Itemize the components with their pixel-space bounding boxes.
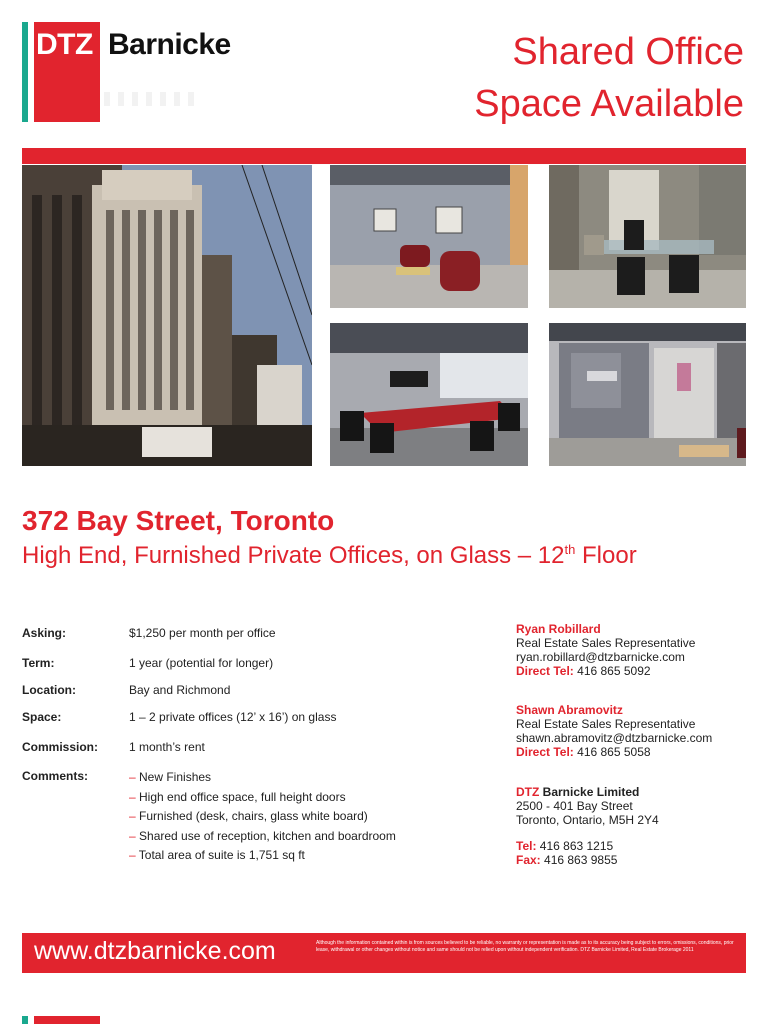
- company-fax: Fax: 416 863 9855: [516, 853, 618, 867]
- contact-phone: Direct Tel: 416 865 5058: [516, 745, 651, 759]
- logo-barnicke-text: Barnicke: [108, 28, 231, 61]
- company-address-1: 2500 - 401 Bay Street: [516, 799, 633, 813]
- location-value: Bay and Richmond: [129, 683, 231, 697]
- building-exterior-photo: [22, 165, 312, 466]
- contact-shawn: [516, 703, 712, 759]
- commission-label: Commission:: [22, 740, 99, 754]
- asking-label: Asking:: [22, 626, 67, 640]
- contact-phone: Direct Tel: 416 865 5092: [516, 664, 651, 678]
- private-office-desk-photo: [549, 165, 746, 308]
- property-address: 372 Bay Street, Toronto: [22, 505, 335, 536]
- comments-list: [129, 768, 396, 866]
- property-subtitle: [22, 542, 637, 570]
- space-value: 1 – 2 private offices (12’ x 16’) on glass: [129, 710, 337, 724]
- logo-dtz-text: DTZ: [36, 28, 93, 61]
- commission-value: 1 month’s rent: [129, 740, 205, 754]
- next-page-logo-bar: [22, 1016, 28, 1024]
- website-link[interactable]: www.dtzbarnicke.com: [34, 937, 276, 965]
- company-tel: Tel: 416 863 1215: [516, 839, 614, 853]
- contact-email[interactable]: shawn.abramovitz@dtzbarnicke.com: [516, 731, 713, 745]
- list-item: – Shared use of reception, kitchen and boardroom: [129, 828, 396, 843]
- page-headline: [474, 26, 744, 130]
- boardroom-photo: [330, 323, 528, 466]
- space-label: Space:: [22, 710, 62, 724]
- subtitle-ordinal: th: [564, 542, 576, 557]
- next-page-logo-block: [34, 1016, 100, 1024]
- term-label: Term:: [22, 656, 55, 670]
- contact-name: Shawn Abramovitz: [516, 703, 623, 717]
- contact-title: Real Estate Sales Representative: [516, 717, 696, 731]
- contact-title: Real Estate Sales Representative: [516, 636, 696, 650]
- top-red-strip: [22, 148, 746, 164]
- term-value: 1 year (potential for longer): [129, 656, 274, 670]
- subtitle-suffix: Floor: [575, 542, 637, 569]
- company-name: DTZ Barnicke Limited: [516, 785, 640, 799]
- contact-ryan: [516, 622, 695, 678]
- reception-photo: [549, 323, 746, 466]
- list-item: – High end office space, full height doors: [129, 789, 346, 804]
- company-address-2: Toronto, Ontario, M5H 2Y4: [516, 813, 659, 827]
- list-item: – Furnished (desk, chairs, glass white board): [129, 809, 368, 823]
- company-phones: [516, 839, 617, 867]
- logo-accent-bar: [22, 22, 28, 122]
- comments-label: Comments:: [22, 769, 89, 783]
- logo-reflection: [104, 92, 194, 106]
- disclaimer-text: Although the information contained within is from sources believed to be reliable, no warranty or representation is made as to its accuracy being subject to errors, omissions, conditions, prior lease, withdrawal or other changes without notice and same should not be relied upon without independent verification. DTZ Barnicke Limited, Real Estate Brokerage 2011: [316, 940, 734, 953]
- list-item: – New Finishes: [129, 770, 212, 784]
- contact-email[interactable]: ryan.robillard@dtzbarnicke.com: [516, 650, 685, 664]
- location-label: Location:: [22, 683, 76, 697]
- lounge-office-photo: [330, 165, 528, 308]
- subtitle-text: High End, Furnished Private Offices, on Glass – 12: [22, 542, 565, 569]
- contact-name: Ryan Robillard: [516, 622, 601, 636]
- asking-value: $1,250 per month per office: [129, 626, 276, 640]
- headline-line-1: Shared Office: [512, 31, 744, 73]
- headline-line-2: Space Available: [474, 83, 744, 125]
- company-info: [516, 785, 659, 827]
- list-item: – Total area of suite is 1,751 sq ft: [129, 848, 305, 862]
